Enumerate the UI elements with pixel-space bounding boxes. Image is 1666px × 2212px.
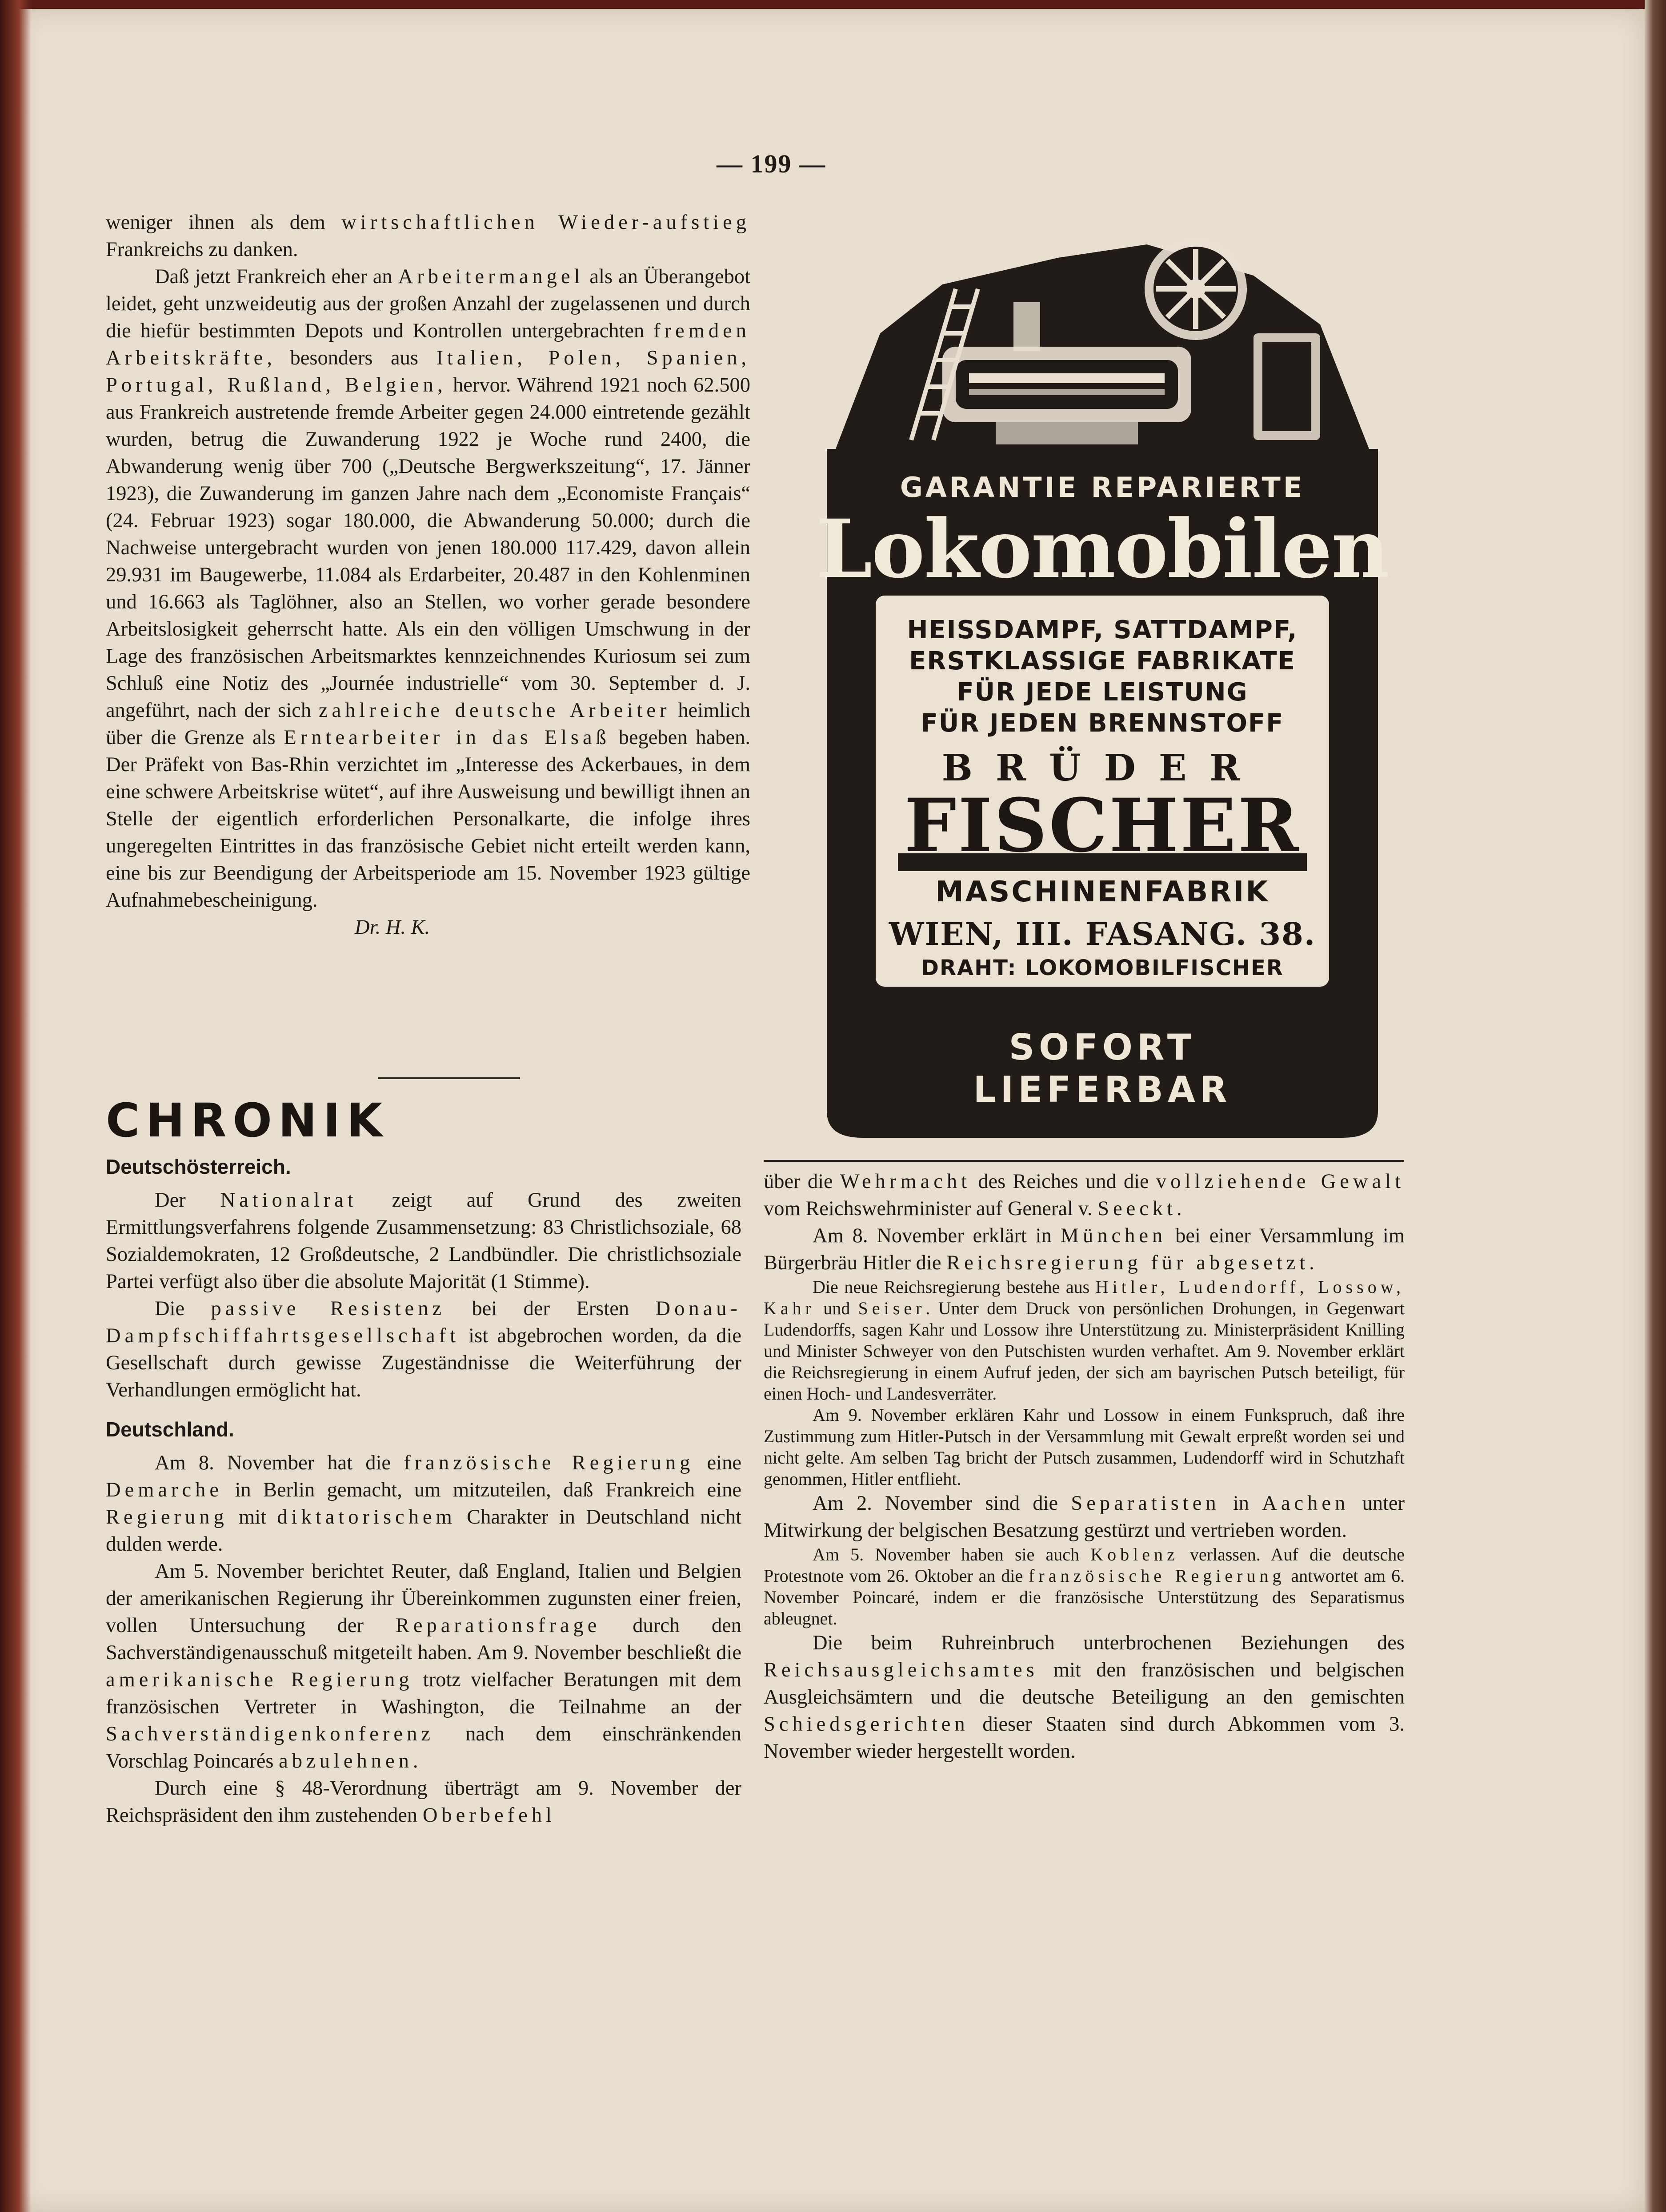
page-number: — 199 — bbox=[717, 149, 826, 178]
section-heading: Deutschland. bbox=[106, 1418, 234, 1441]
spaced-emphasis: Arbeitermangel bbox=[398, 265, 584, 288]
text-run: als an Überangebot leidet, geht unzweideutig aus der großen Anzahl der zugelassenen und durch die hiefür bestimmten Depots und Kontrollen untergebrachten bbox=[106, 265, 750, 342]
text-run: vom Reichswehrminister auf General v. bbox=[764, 1197, 1098, 1220]
text-run: über die bbox=[764, 1170, 840, 1193]
text-run: Die bbox=[155, 1297, 211, 1320]
article-continuation bbox=[106, 209, 750, 941]
text-run: in Berlin gemacht, um mitzuteilen, daß Frankreich eine bbox=[223, 1479, 741, 1501]
text-run: . bbox=[1309, 1252, 1314, 1274]
spaced-emphasis: Wehrmacht bbox=[840, 1170, 971, 1193]
section-heading: Deutschösterreich. bbox=[106, 1155, 291, 1178]
paragraph bbox=[764, 1276, 1405, 1404]
text-run: . Unter dem Druck von persönlichen Drohungen, in Gegenwart Ludendorffs, sagen Kahr und Lossow ihre Unterstützung zu. Ministerpräsident Knilling und Minister Schweyer von den Putschisten wurden verhaftet. Am 9. November erklärt die Reichsregierung in einem Aufruf jeden, der sich am bayrischen Putsch beteiligt, für einen Hoch- und Landesverräter. bbox=[764, 1298, 1405, 1404]
paragraph bbox=[106, 263, 750, 914]
article-paragraphs bbox=[106, 209, 750, 914]
paragraph bbox=[106, 1295, 741, 1404]
text-run: Frankreichs zu danken. bbox=[106, 238, 298, 261]
spaced-emphasis: wirtschaftlichen Wieder- bbox=[341, 211, 653, 234]
column-rule bbox=[764, 1160, 1404, 1162]
article-separator bbox=[378, 1077, 520, 1079]
spaced-emphasis: Oberbefehl bbox=[422, 1804, 556, 1827]
ad-feature-2: ERSTKLASSIGE FABRIKATE bbox=[909, 647, 1296, 676]
text-run: bei einer Versammlung im Bürgerbräu Hitler die bbox=[764, 1224, 1405, 1274]
spaced-emphasis: französische Regierung bbox=[404, 1452, 694, 1474]
ad-lieferbar: LIEFERBAR bbox=[973, 1069, 1232, 1110]
text-run: Am 2. November sind die bbox=[813, 1492, 1071, 1515]
paragraph bbox=[764, 1629, 1405, 1765]
text-run: Am 5. November haben sie auch bbox=[813, 1544, 1091, 1564]
text-run: Der bbox=[155, 1189, 220, 1212]
ad-feature-3: FÜR JEDE LEISTUNG bbox=[957, 678, 1248, 707]
ad-product-name: Lokomobilen bbox=[816, 502, 1389, 596]
spaced-emphasis: Separatisten bbox=[1071, 1492, 1220, 1515]
text-run: eine bbox=[694, 1452, 741, 1474]
text-run: . bbox=[1177, 1197, 1182, 1220]
spaced-emphasis: französische Regierung bbox=[1029, 1566, 1286, 1586]
chronik-title: CHRONIK bbox=[106, 1093, 389, 1148]
spaced-emphasis: Sachverständigenkonferenz bbox=[106, 1723, 434, 1745]
text-run: trotz vielfacher Beratungen mit dem französischen Vertreter in Washington, die Teilnahme an der bbox=[106, 1668, 741, 1718]
text-run: hervor. Während 1921 noch 62.500 aus Frankreich austretende fremde Arbeiter gegen 24.000 eintretende gezählt wurden, betrug die Zuwanderung 1922 je Woche rund 2400, die Abwanderung wenig über 700 („Deutsche Bergwerkszeitung“, 17. Jänner 1923), die Zuwanderung im ganzen Jahre nach dem „Economiste Français“ (24. Februar 1923) sogar 180.000, die Abwanderung 50.000; durch die Nachweise untergebracht wurden von jenen 180.000 117.429, davon allein 29.931 im Baugewerbe, 11.084 als Erdarbeiter, 20.487 in den Kohlenminen und 16.663 als Taglöhner, also an Stellen, wo vorher gerade besondere Arbeitslosigkeit geherrscht hatte. Als ein den völligen Umschwung in der Lage des französischen Arbeitsmarktes kennzeichnendes Kuriosum sei zum Schluß eine Notiz des „Journée industrielle“ vom 30. September d. J. angeführt, nach der sich bbox=[106, 374, 751, 722]
spaced-emphasis: Koblenz bbox=[1090, 1544, 1179, 1564]
spaced-emphasis: zahlreiche deutsche Arbeiter bbox=[318, 699, 671, 722]
spaced-emphasis: Erntearbeiter in das Elsaß bbox=[284, 726, 610, 749]
ad-feature-4: FÜR JEDEN BRENNSTOFF bbox=[921, 709, 1284, 738]
ad-company-name: FISCHER bbox=[904, 782, 1301, 868]
signature-line bbox=[106, 914, 750, 941]
spaced-emphasis: Hitler, Ludendorff, Lossow, Kahr bbox=[764, 1277, 1405, 1318]
page-edge bbox=[1645, 0, 1666, 2212]
book-spine bbox=[0, 0, 31, 2212]
spaced-emphasis: aufstieg bbox=[653, 211, 750, 234]
spaced-emphasis: passive Resistenz bbox=[211, 1297, 446, 1320]
spaced-emphasis: Donau-Dampfschiffahrtsgesellschaft bbox=[106, 1297, 741, 1347]
paragraph bbox=[106, 1187, 741, 1295]
ad-factory: MASCHINENFABRIK bbox=[935, 876, 1270, 908]
spaced-emphasis: fremden Arbeitskräfte bbox=[106, 320, 750, 369]
text-run: . bbox=[412, 1750, 418, 1772]
text-run: mit den französischen und belgischen Ausgleichsämtern und die deutsche Beteiligung an den gemischten bbox=[764, 1659, 1405, 1708]
paragraph bbox=[764, 1222, 1405, 1276]
text-run: verlassen. Auf die deutsche Protestnote vom 26. Oktober an die bbox=[764, 1544, 1405, 1586]
text-run: antwortet am 6. November Poincaré, indem er die französische Unterstützung des Separatismus ableugnet. bbox=[764, 1566, 1405, 1628]
paragraph bbox=[106, 1775, 741, 1829]
text-run: Am 9. November erklären Kahr und Lossow in einem Funkspruch, daß ihre Zustimmung zum Hitler-Putsch in der Versammlung mit Gewalt erpreßt worden sei und nicht gelte. Am selben Tag bricht der Putsch zusammen, Ludendorff wird in Schutzhaft genommen, Hitler entflieht. bbox=[764, 1405, 1405, 1489]
ad-address: WIEN, III. FASANG. 38. bbox=[889, 916, 1316, 952]
text-run: Durch eine § 48-Verordnung überträgt am 9. November der Reichspräsident den ihm zustehenden bbox=[106, 1777, 741, 1827]
paragraph bbox=[106, 1449, 741, 1558]
ad-brothers: BRÜDER bbox=[941, 747, 1263, 789]
ad-sofort: SOFORT bbox=[1009, 1027, 1196, 1068]
text-run: Daß jetzt Frankreich eher an bbox=[155, 265, 398, 288]
text-run: Charakter in Deutschland nicht dulden werde. bbox=[106, 1506, 741, 1556]
text-run: Die neue Reichsregierung bestehe aus bbox=[813, 1277, 1096, 1297]
text-run: unter Mitwirkung der belgischen Besatzung gestürzt und vertrieben worden. bbox=[764, 1492, 1405, 1542]
spaced-emphasis: Schiedsgerichten bbox=[764, 1713, 969, 1736]
spaced-emphasis: Reparationsfrage bbox=[395, 1614, 601, 1637]
spaced-emphasis: Nationalrat bbox=[220, 1189, 357, 1212]
text-run: dieser Staaten sind durch Abkommen vom 3. November wieder hergestellt worden. bbox=[764, 1713, 1405, 1763]
spaced-emphasis: Aachen bbox=[1262, 1492, 1350, 1515]
paragraph bbox=[106, 1558, 741, 1775]
text-run: nach dem einschränkenden Vorschlag Poincarés bbox=[106, 1723, 741, 1772]
spaced-emphasis: Italien, Polen, Spanien, Portugal, Rußland, Belgien, bbox=[106, 347, 750, 396]
spaced-emphasis: diktatorischem bbox=[277, 1506, 456, 1528]
text-run: Am 8. November hat die bbox=[155, 1452, 404, 1474]
spaced-emphasis: Seiser bbox=[858, 1298, 926, 1318]
paragraph bbox=[764, 1168, 1405, 1222]
text-run: und bbox=[815, 1298, 858, 1318]
paragraph bbox=[106, 209, 750, 263]
text-run: Am 5. November berichtet Reuter, daß England, Italien und Belgien der amerikanischen Regierung ihr Übereinkommen zugunsten einer freien, vollen Untersuchung der bbox=[106, 1560, 741, 1637]
spaced-emphasis: Reichsregierung für abgesetzt bbox=[946, 1252, 1310, 1274]
text-run: ist abgebrochen worden, da die Gesellschaft durch gewisse Zugeständnisse die Weiterführung der Verhandlungen ermöglicht hat. bbox=[106, 1324, 741, 1401]
section-body bbox=[106, 1449, 741, 1829]
spaced-emphasis: vollziehende Gewalt bbox=[1156, 1170, 1405, 1193]
ad-telegram: DRAHT: LOKOMOBILFISCHER bbox=[921, 956, 1284, 980]
paragraph bbox=[764, 1544, 1405, 1629]
text-run: heimlich über die Grenze als bbox=[106, 699, 750, 749]
ad-guarantee-line: GARANTIE REPARIERTE bbox=[900, 471, 1305, 504]
chronik-continuation bbox=[764, 1168, 1405, 1765]
text-run: durch den Sachverständigenausschuß mitgeteilt haben. Am 9. November beschließt die bbox=[106, 1614, 741, 1664]
section-body bbox=[106, 1187, 741, 1404]
paragraph bbox=[764, 1404, 1405, 1490]
text-run: weniger ihnen als dem bbox=[106, 211, 342, 234]
spaced-emphasis: abzulehnen bbox=[279, 1750, 413, 1772]
ad-feature-1: HEISSDAMPF, SATTDAMPF, bbox=[907, 616, 1298, 644]
text-run: mit bbox=[228, 1506, 277, 1528]
spaced-emphasis: Demarche bbox=[106, 1479, 223, 1501]
paragraph bbox=[764, 1490, 1405, 1544]
author-signature: Dr. H. K. bbox=[355, 916, 430, 939]
spaced-emphasis: Regierung bbox=[106, 1506, 228, 1528]
text-run: bei der Ersten bbox=[445, 1297, 656, 1320]
spaced-emphasis: München bbox=[1060, 1224, 1167, 1247]
text-run: zeigt auf Grund des zweiten Ermittlungsverfahrens folgende Zusammensetzung: 83 Christlichsoziale, 68 Sozialdemokraten, 12 Großdeutsche, 2 Landbündler. Die christlichsoziale Partei verfügt also über die absolute Majorität (1 Stimme). bbox=[106, 1189, 741, 1293]
spaced-emphasis: Reichsausgleichsamtes bbox=[764, 1659, 1038, 1681]
chronik-sections bbox=[106, 1153, 741, 1829]
lokomobilen-advertisement bbox=[809, 200, 1396, 1147]
text-run: Die beim Ruhreinbruch unterbrochenen Beziehungen des bbox=[813, 1632, 1405, 1654]
text-run: Am 8. November erklärt in bbox=[813, 1224, 1061, 1247]
spaced-emphasis: Seeckt bbox=[1097, 1197, 1177, 1220]
text-run: begeben haben. Der Präfekt von Bas-Rhin verzichtet im „Interesse des Ackerbaues, in dem eine schwere Arbeitskrise wütet“, auf ihre Ausweisung und bewilligt ihnen an Stelle der eigentlich erforderlichen Personalkarte, die infolge ihres ungeregelten Eintrittes in das französische Gebiet nicht erteilt werden kann, eine bis zur Beendigung der Arbeitsperiode am 15. November 1923 gültige Aufnahmebescheinigung. bbox=[106, 726, 750, 912]
text-run: des Reiches und die bbox=[971, 1170, 1156, 1193]
text-run: in bbox=[1220, 1492, 1262, 1515]
text-run: , besonders aus bbox=[267, 347, 437, 369]
spaced-emphasis: amerikanische Regierung bbox=[106, 1668, 413, 1691]
